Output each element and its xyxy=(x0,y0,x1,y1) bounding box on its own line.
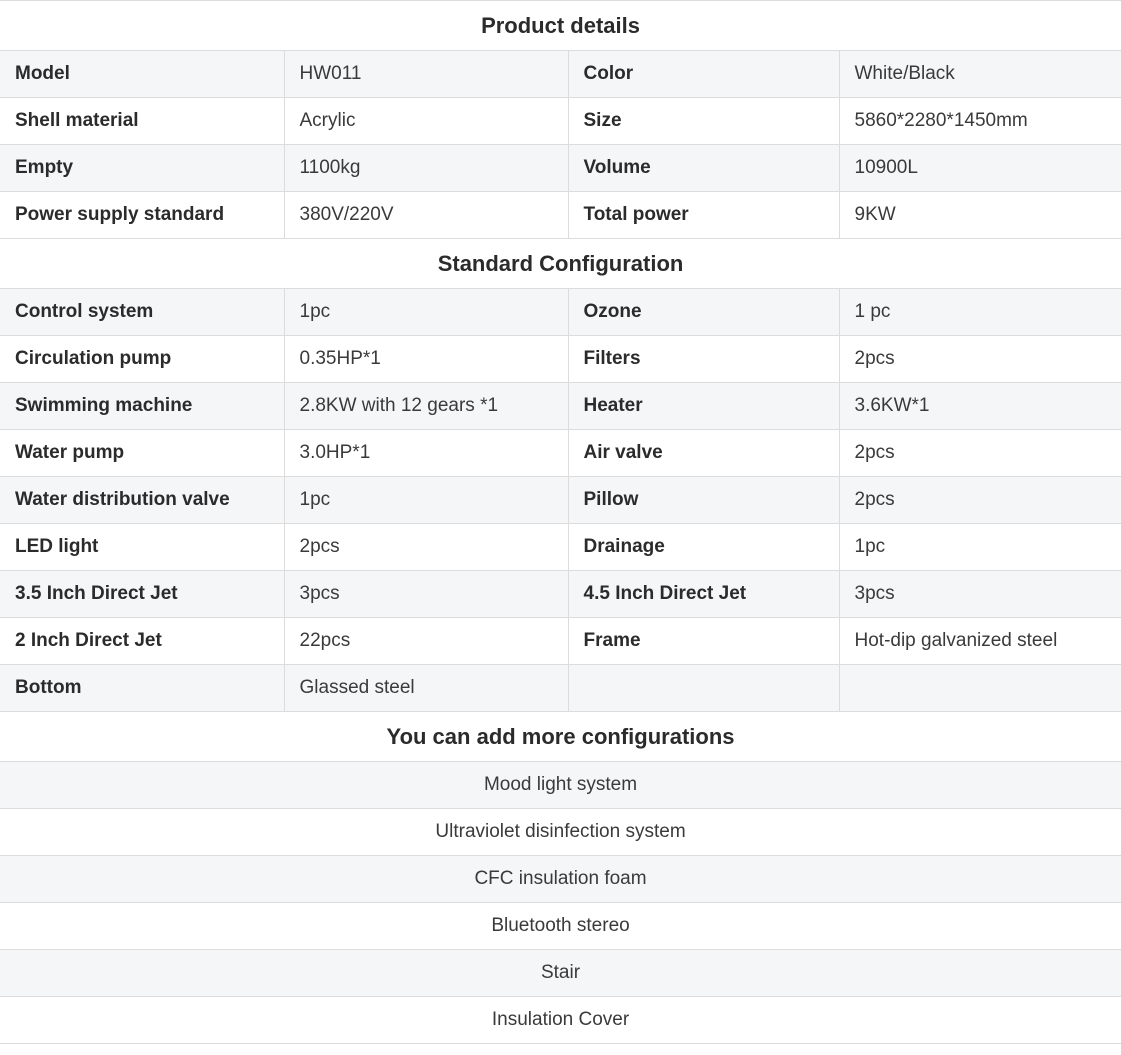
product-details-label: Model xyxy=(0,51,284,98)
product-details-label: Color xyxy=(568,51,839,98)
more-configurations-row xyxy=(0,997,1121,1044)
more-configurations-item: CFC insulation foam xyxy=(0,856,1121,903)
standard-configuration-value: 2pcs xyxy=(839,477,1121,524)
more-configurations-row xyxy=(0,903,1121,950)
standard-configuration-label: Pillow xyxy=(568,477,839,524)
more-configurations-title: You can add more configurations xyxy=(0,712,1121,762)
product-details-value: Acrylic xyxy=(284,98,568,145)
product-details-value: White/Black xyxy=(839,51,1121,98)
standard-configuration-label: 2 Inch Direct Jet xyxy=(0,618,284,665)
product-details-value: HW011 xyxy=(284,51,568,98)
standard-configuration-row xyxy=(0,336,1121,383)
standard-configuration-label: Frame xyxy=(568,618,839,665)
more-configurations-row xyxy=(0,809,1121,856)
standard-configuration-label xyxy=(568,665,839,712)
standard-configuration-label: Bottom xyxy=(0,665,284,712)
product-details-title: Product details xyxy=(0,1,1121,51)
standard-configuration-header-row xyxy=(0,239,1121,289)
standard-configuration-label: Filters xyxy=(568,336,839,383)
standard-configuration-value: 1 pc xyxy=(839,289,1121,336)
more-configurations-header-row xyxy=(0,712,1121,762)
standard-configuration-value xyxy=(839,665,1121,712)
standard-configuration-value: 1pc xyxy=(284,289,568,336)
standard-configuration-row xyxy=(0,430,1121,477)
standard-configuration-label: 4.5 Inch Direct Jet xyxy=(568,571,839,618)
product-details-row xyxy=(0,145,1121,192)
more-configurations-row xyxy=(0,856,1121,903)
standard-configuration-row xyxy=(0,618,1121,665)
more-configurations-item: Ultraviolet disinfection system xyxy=(0,809,1121,856)
standard-configuration-row xyxy=(0,665,1121,712)
more-configurations-item: Stair xyxy=(0,950,1121,997)
spec-table-body xyxy=(0,1,1121,1044)
product-details-label: Size xyxy=(568,98,839,145)
product-details-label: Shell material xyxy=(0,98,284,145)
standard-configuration-label: 3.5 Inch Direct Jet xyxy=(0,571,284,618)
more-configurations-row xyxy=(0,762,1121,809)
standard-configuration-value: 2pcs xyxy=(839,336,1121,383)
standard-configuration-row xyxy=(0,289,1121,336)
standard-configuration-value: 0.35HP*1 xyxy=(284,336,568,383)
standard-configuration-title: Standard Configuration xyxy=(0,239,1121,289)
standard-configuration-row xyxy=(0,571,1121,618)
standard-configuration-label: LED light xyxy=(0,524,284,571)
more-configurations-row xyxy=(0,950,1121,997)
standard-configuration-value: 22pcs xyxy=(284,618,568,665)
standard-configuration-value: 3pcs xyxy=(839,571,1121,618)
standard-configuration-label: Drainage xyxy=(568,524,839,571)
standard-configuration-value: 1pc xyxy=(839,524,1121,571)
product-details-row xyxy=(0,98,1121,145)
product-details-value: 5860*2280*1450mm xyxy=(839,98,1121,145)
product-details-value: 380V/220V xyxy=(284,192,568,239)
product-details-value: 10900L xyxy=(839,145,1121,192)
more-configurations-item: Bluetooth stereo xyxy=(0,903,1121,950)
standard-configuration-label: Ozone xyxy=(568,289,839,336)
more-configurations-item: Mood light system xyxy=(0,762,1121,809)
standard-configuration-label: Swimming machine xyxy=(0,383,284,430)
product-details-header-row xyxy=(0,1,1121,51)
standard-configuration-value: 2pcs xyxy=(284,524,568,571)
standard-configuration-value: Glassed steel xyxy=(284,665,568,712)
standard-configuration-value: 1pc xyxy=(284,477,568,524)
standard-configuration-value: 3.6KW*1 xyxy=(839,383,1121,430)
standard-configuration-row xyxy=(0,383,1121,430)
standard-configuration-label: Circulation pump xyxy=(0,336,284,383)
standard-configuration-label: Air valve xyxy=(568,430,839,477)
standard-configuration-value: 2.8KW with 12 gears *1 xyxy=(284,383,568,430)
standard-configuration-label: Heater xyxy=(568,383,839,430)
product-details-label: Empty xyxy=(0,145,284,192)
standard-configuration-label: Control system xyxy=(0,289,284,336)
standard-configuration-row xyxy=(0,477,1121,524)
product-details-value: 1100kg xyxy=(284,145,568,192)
standard-configuration-row xyxy=(0,524,1121,571)
standard-configuration-label: Water distribution valve xyxy=(0,477,284,524)
product-details-value: 9KW xyxy=(839,192,1121,239)
product-details-row xyxy=(0,51,1121,98)
standard-configuration-label: Water pump xyxy=(0,430,284,477)
standard-configuration-value: 3.0HP*1 xyxy=(284,430,568,477)
product-details-label: Volume xyxy=(568,145,839,192)
product-details-label: Total power xyxy=(568,192,839,239)
standard-configuration-value: Hot-dip galvanized steel xyxy=(839,618,1121,665)
product-details-row xyxy=(0,192,1121,239)
standard-configuration-value: 3pcs xyxy=(284,571,568,618)
more-configurations-item: Insulation Cover xyxy=(0,997,1121,1044)
product-details-label: Power supply standard xyxy=(0,192,284,239)
standard-configuration-value: 2pcs xyxy=(839,430,1121,477)
